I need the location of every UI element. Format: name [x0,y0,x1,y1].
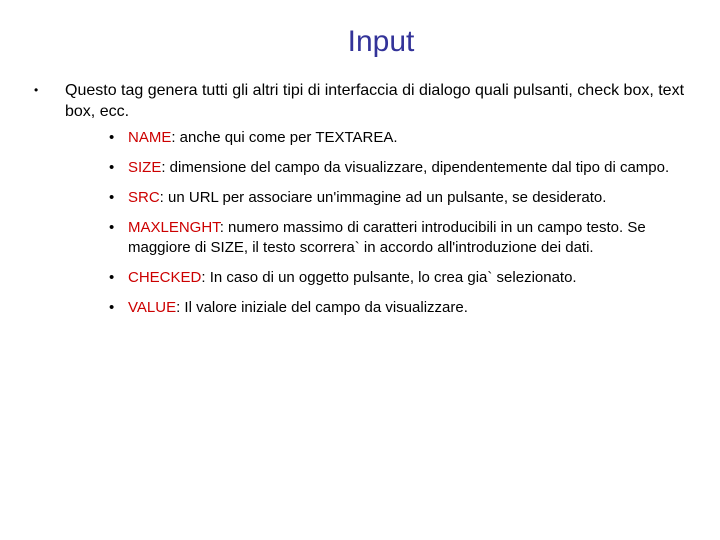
sub-bullet-icon: • [109,189,115,206]
attribute-description: : dimensione del campo da visualizzare, dipendentemente dal tipo di campo. [161,159,670,176]
attribute-keyword: MAXLENGHT [128,219,220,236]
attribute-description: : In caso di un oggetto pulsante, lo crea gia` selezionato. [201,269,577,286]
attribute-item-maxlenght [108,218,708,258]
sub-bullet-icon: • [109,269,115,286]
attribute-item-size [108,158,708,178]
attribute-keyword: CHECKED [128,269,202,286]
attribute-item-src [108,188,708,208]
attribute-keyword: SIZE [128,159,162,176]
attribute-description: : numero massimo di caratteri introducibili in un campo testo. Se maggiore di SIZE, il testo scorrera` in accordo all'introduzione dei dati. [128,219,646,256]
attribute-item-checked [108,268,708,288]
attribute-keyword: VALUE [128,299,177,316]
attribute-description: : Il valore iniziale del campo da visualizzare. [176,299,468,316]
slide-title: Input [347,25,415,58]
sub-bullet-icon: • [109,129,115,146]
main-bullet-icon: • [34,83,39,97]
attribute-description: : un URL per associare un'immagine ad un pulsante, se desiderato. [159,189,607,206]
attribute-keyword: SRC [128,189,160,206]
sub-bullet-icon: • [109,219,115,236]
attribute-keyword: NAME [128,129,172,146]
sub-bullet-icon: • [109,299,115,316]
attribute-description: : anche qui come per TEXTAREA. [171,129,398,146]
attribute-list [108,128,708,328]
main-bullet-text: Questo tag genera tutti gli altri tipi di interfaccia di dialogo quali pulsanti, check box, text box, ecc. [65,82,685,120]
attribute-item-name [108,128,708,148]
sub-bullet-icon: • [109,159,115,176]
attribute-item-value [108,298,708,318]
